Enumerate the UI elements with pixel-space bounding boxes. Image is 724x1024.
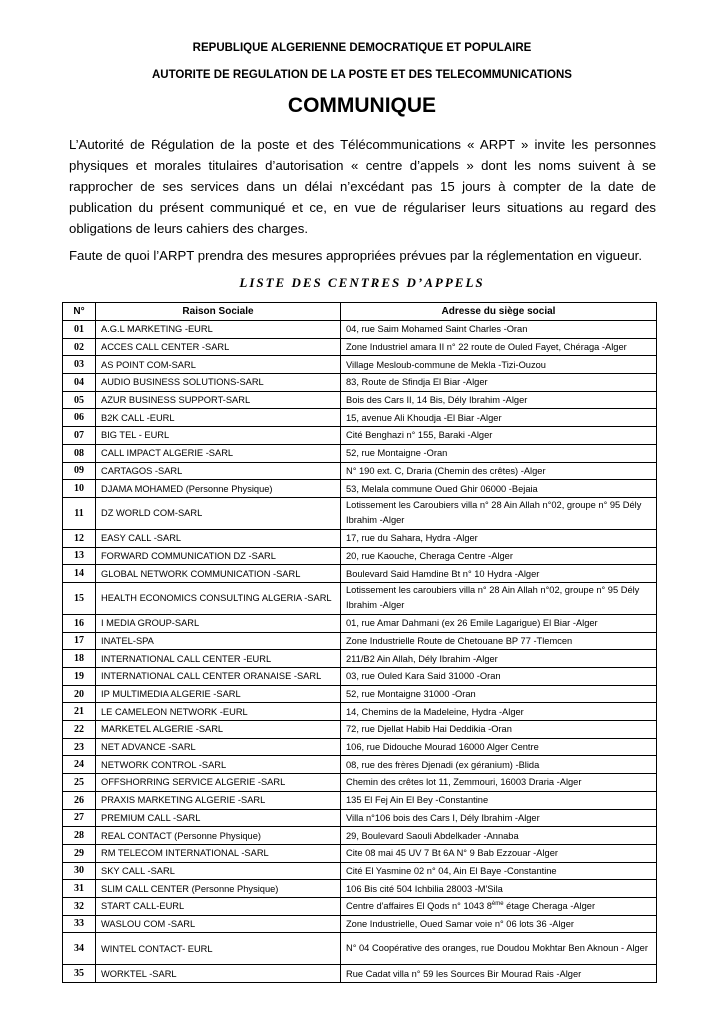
company-name: NET ADVANCE -SARL [96,738,341,756]
row-number: 30 [63,862,96,880]
company-address: Villa n°106 bois des Cars I, Dély Ibrahim -Alger [341,809,657,827]
table-row [63,933,657,965]
company-name: RM TELECOM INTERNATIONAL -SARL [96,844,341,862]
company-address: N° 190 ext. C, Draria (Chemin des crêtes) -Alger [341,462,657,480]
row-number: 03 [63,356,96,374]
row-number: 31 [63,880,96,898]
company-name: B2K CALL -EURL [96,409,341,427]
republic-header: REPUBLIQUE ALGERIENNE DEMOCRATIQUE ET POPULAIRE [192,42,532,54]
company-name: OFFSHORRING SERVICE ALGERIE -SARL [96,774,341,792]
company-name: GLOBAL NETWORK COMMUNICATION -SARL [96,565,341,583]
table-row [63,356,657,374]
company-address: 135 El Fej Ain El Bey -Constantine [341,791,657,809]
company-name: INTERNATIONAL CALL CENTER -EURL [96,650,341,668]
table-row [63,668,657,686]
company-address: 14, Chemins de la Madeleine, Hydra -Alger [341,703,657,721]
table-row [63,427,657,445]
row-number: 29 [63,844,96,862]
company-address: 52, rue Montaigne -Oran [341,444,657,462]
company-address: 01, rue Amar Dahmani (ex 26 Emile Lagarigue) El Biar -Alger [341,614,657,632]
row-number: 02 [63,338,96,356]
company-name: LE CAMELEON NETWORK -EURL [96,703,341,721]
row-number: 32 [63,897,96,915]
warning-paragraph: Faute de quoi l’ARPT prendra des mesures appropriées prévues par la réglementation en vigueur. [69,248,643,263]
company-address: Chemin des crêtes lot 11, Zemmouri, 16003 Draria -Alger [341,774,657,792]
page-title: COMMUNIQUE [287,94,437,117]
table-row [63,791,657,809]
column-header-address: Adresse du siège social [341,303,657,321]
company-address: Zone Industriel amara II n° 22 route de Ouled Fayet, Chéraga -Alger [341,338,657,356]
table-row [63,547,657,565]
company-address: Lotissement les Caroubiers villa n° 28 Ain Allah n°02, groupe n° 95 Dély Ibrahim -Alger [341,497,657,529]
company-address: Boulevard Said Hamdine Bt n° 10 Hydra -Alger [341,565,657,583]
column-header-number: N° [63,303,96,321]
row-number: 05 [63,391,96,409]
company-name: HEALTH ECONOMICS CONSULTING ALGERIA -SARL [96,582,341,614]
company-address: Cité Benghazi n° 155, Baraki -Alger [341,427,657,445]
row-number: 22 [63,721,96,739]
table-row [63,685,657,703]
company-name: AUDIO BUSINESS SOLUTIONS-SARL [96,374,341,392]
row-number: 34 [63,933,96,965]
row-number: 14 [63,565,96,583]
company-name: INTERNATIONAL CALL CENTER ORANAISE -SARL [96,668,341,686]
intro-paragraph: L’Autorité de Régulation de la poste et des Télécommunications « ARPT » invite les personnes physiques et morales titulaires d’autorisation « centre d’appels » dont les noms suivent à se rapprocher de ses services dans un délai n’excédant pas 15 jours à compter de la date de publication du présent communiqué et ce, en vue de régulariser leurs situations au regard des obligations de leurs cahiers des charges. [69,137,656,236]
company-address: Cite 08 mai 45 UV 7 Bt 6A N° 9 Bab Ezzouar -Alger [341,844,657,862]
company-address: 106, rue Didouche Mourad 16000 Alger Centre [341,738,657,756]
row-number: 25 [63,774,96,792]
row-number: 12 [63,529,96,547]
table-row [63,614,657,632]
address-part: Centre d'affaires El Qods n° 1043 8 [346,901,492,912]
row-number: 06 [63,409,96,427]
company-name: A.G.L MARKETING -EURL [96,321,341,339]
company-name: MARKETEL ALGERIE -SARL [96,721,341,739]
company-address: Village Mesloub-commune de Mekla -Tizi-Ouzou [341,356,657,374]
table-row [63,462,657,480]
company-name: CALL IMPACT ALGERIE -SARL [96,444,341,462]
row-number: 27 [63,809,96,827]
table-row [63,409,657,427]
row-number: 19 [63,668,96,686]
company-name: WINTEL CONTACT- EURL [96,933,341,965]
row-number: 33 [63,915,96,933]
table-row [63,897,657,915]
address-part: étage Cheraga -Alger [503,901,596,912]
table-row [63,862,657,880]
column-header-name: Raison Sociale [96,303,341,321]
company-address: Zone Industrielle Route de Chetouane BP 77 -Tlemcen [341,632,657,650]
company-address: Lotissement les caroubiers villa n° 28 Ain Allah n°02, groupe n° 95 Dély Ibrahim -Alger [341,582,657,614]
company-name: ACCES CALL CENTER -SARL [96,338,341,356]
company-name: REAL CONTACT (Personne Physique) [96,827,341,845]
company-address [341,897,657,915]
company-address: Rue Cadat villa n° 59 les Sources Bir Mourad Rais -Alger [341,965,657,983]
row-number: 26 [63,791,96,809]
table-row [63,774,657,792]
table-row [63,650,657,668]
row-number: 11 [63,497,96,529]
table-row [63,721,657,739]
row-number: 10 [63,480,96,498]
company-address: 83, Route de Sfindja El Biar -Alger [341,374,657,392]
row-number: 17 [63,632,96,650]
company-address: 08, rue des frères Djenadi (ex géranium) -Blida [341,756,657,774]
table-row [63,880,657,898]
row-number: 20 [63,685,96,703]
company-name: PRAXIS MARKETING ALGERIE -SARL [96,791,341,809]
row-number: 21 [63,703,96,721]
company-name: AS POINT COM-SARL [96,356,341,374]
row-number: 24 [63,756,96,774]
table-header-row [63,303,657,321]
row-number: 04 [63,374,96,392]
table-row [63,391,657,409]
table-row [63,632,657,650]
call-centers-table [62,302,657,983]
company-name: AZUR BUSINESS SUPPORT-SARL [96,391,341,409]
company-name: INATEL-SPA [96,632,341,650]
table-row [63,756,657,774]
table-row [63,374,657,392]
row-number: 09 [63,462,96,480]
company-address: 53, Melala commune Oued Ghir 06000 -Bejaia [341,480,657,498]
table-row [63,529,657,547]
row-number: 18 [63,650,96,668]
table-row [63,480,657,498]
company-name: I MEDIA GROUP-SARL [96,614,341,632]
row-number: 13 [63,547,96,565]
company-name: CARTAGOS -SARL [96,462,341,480]
table-row [63,915,657,933]
company-address: Cité El Yasmine 02 n° 04, Ain El Baye -Constantine [341,862,657,880]
table-row [63,844,657,862]
row-number: 08 [63,444,96,462]
table-row [63,497,657,529]
company-name: DZ WORLD COM-SARL [96,497,341,529]
company-name: DJAMA MOHAMED (Personne Physique) [96,480,341,498]
company-name: WORKTEL -SARL [96,965,341,983]
company-name: PREMIUM CALL -SARL [96,809,341,827]
row-number: 16 [63,614,96,632]
company-address: 72, rue Djellat Habib Hai Deddikia -Oran [341,721,657,739]
company-address: 17, rue du Sahara, Hydra -Alger [341,529,657,547]
company-name: NETWORK CONTROL -SARL [96,756,341,774]
row-number: 01 [63,321,96,339]
row-number: 07 [63,427,96,445]
row-number: 35 [63,965,96,983]
row-number: 23 [63,738,96,756]
company-name: SKY CALL -SARL [96,862,341,880]
company-address: 106 Bis cité 504 Ichbilia 28003 -M'Sila [341,880,657,898]
company-address: 211/B2 Ain Allah, Dély Ibrahim -Alger [341,650,657,668]
table-row [63,827,657,845]
company-address: 29, Boulevard Saouli Abdelkader -Annaba [341,827,657,845]
company-address: Bois des Cars II, 14 Bis, Dély Ibrahim -Alger [341,391,657,409]
company-name: SLIM CALL CENTER (Personne Physique) [96,880,341,898]
table-body [63,321,657,983]
company-name: START CALL-EURL [96,897,341,915]
list-title: LISTE DES CENTRES D’APPELS [239,275,485,290]
table-row [63,582,657,614]
company-address: 15, avenue Ali Khoudja -El Biar -Alger [341,409,657,427]
company-address: 52, rue Montaigne 31000 -Oran [341,685,657,703]
company-name: BIG TEL - EURL [96,427,341,445]
table-row [63,809,657,827]
table-row [63,565,657,583]
company-name: EASY CALL -SARL [96,529,341,547]
table-row [63,444,657,462]
address-superscript: ème [491,901,504,908]
company-address: 04, rue Saim Mohamed Saint Charles -Oran [341,321,657,339]
company-address: 20, rue Kaouche, Cheraga Centre -Alger [341,547,657,565]
table-row [63,703,657,721]
company-name: WASLOU COM -SARL [96,915,341,933]
row-number: 15 [63,582,96,614]
company-address: 03, rue Ouled Kara Said 31000 -Oran [341,668,657,686]
table-row [63,738,657,756]
company-name: IP MULTIMEDIA ALGERIE -SARL [96,685,341,703]
row-number: 28 [63,827,96,845]
company-address: N° 04 Coopérative des oranges, rue Doudou Mokhtar Ben Aknoun - Alger [341,933,657,965]
table-row [63,965,657,983]
company-name: FORWARD COMMUNICATION DZ -SARL [96,547,341,565]
table-row [63,321,657,339]
company-address: Zone Industrielle, Oued Samar voie n° 06 lots 36 -Alger [341,915,657,933]
table-row [63,338,657,356]
authority-header: AUTORITE DE REGULATION DE LA POSTE ET DES TELECOMMUNICATIONS [152,69,572,81]
